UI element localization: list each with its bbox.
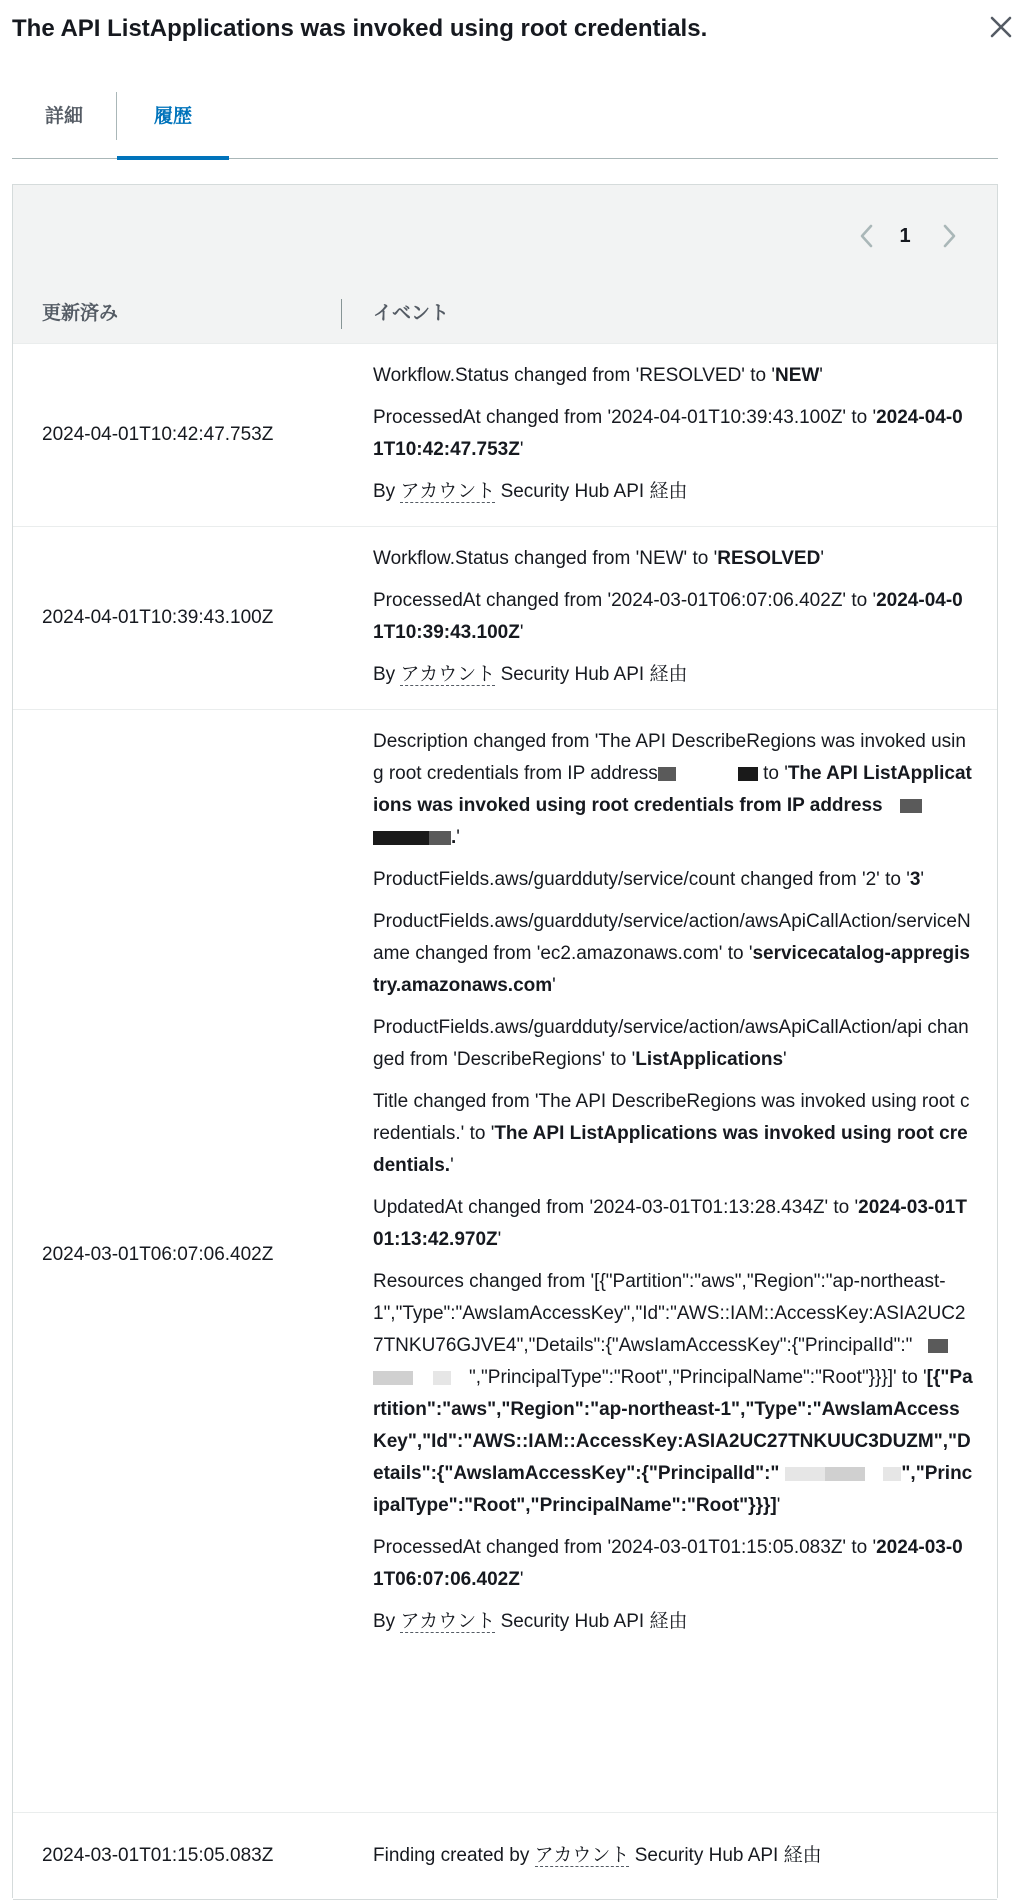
event-item: ProcessedAt changed from '2024-03-01T01:15:05.083Z' to '2024-03-01T06:07:06.402Z' xyxy=(373,1537,963,1590)
row-events xyxy=(373,726,973,1638)
table-row xyxy=(13,527,997,710)
table-row xyxy=(13,710,997,1813)
event-item: ProductFields.aws/guardduty/service/count changed from '2' to '3' xyxy=(373,869,925,890)
table-header xyxy=(13,285,997,344)
event-item: ProcessedAt changed from '2024-04-01T10:39:43.100Z' to '2024-04-01T10:42:47.753Z' xyxy=(373,407,963,460)
account-link[interactable]: アカウント xyxy=(534,1845,630,1866)
account-link[interactable]: アカウント xyxy=(400,1611,496,1632)
event-item: ProductFields.aws/guardduty/service/action/awsApiCallAction/serviceName changed from 'ec2.amazonaws.com' to 'servicecatalog-appregistry.amazonaws.com' xyxy=(373,911,971,996)
event-item: Description changed from 'The API DescribeRegions was invoked using root credentials from IP address to 'The API ListApplications was invoked using root credentials from IP address .' xyxy=(373,731,972,848)
row-timestamp: 2024-04-01T10:42:47.753Z xyxy=(42,424,274,445)
event-author: By アカウント Security Hub API 経由 xyxy=(373,481,688,502)
table-row xyxy=(13,1813,997,1900)
tab-bar xyxy=(12,92,998,159)
row-timestamp: 2024-03-01T06:07:06.402Z xyxy=(42,1244,274,1265)
history-table-container xyxy=(12,184,998,1898)
event-item: Resources changed from '[{"Partition":"aws","Region":"ap-northeast-1","Type":"AwsIamAccessKey","Id":"AWS::IAM::AccessKey:ASIA2UC27TNKU76GJVE4","Details":{"AwsIamAccessKey":{"PrincipalId":"","PrincipalType":"Root","PrincipalName":"Root"}}}]' to '[{"Partition":"aws","Region":"ap-northeast-1","Type":"AwsIamAccessKey","Id":"AWS::IAM::AccessKey:ASIA2UC27TNKUUC3DUZM","Details":{"AwsIamAccessKey":{"PrincipalId":" ","PrincipalType":"Root","PrincipalName":"Root"}}}]' xyxy=(373,1271,973,1516)
row-timestamp: 2024-03-01T01:15:05.083Z xyxy=(42,1845,274,1866)
event-item: ProcessedAt changed from '2024-03-01T06:07:06.402Z' to '2024-04-01T10:39:43.100Z' xyxy=(373,590,963,643)
redacted-principal-id xyxy=(785,1467,825,1481)
redacted-principal-id xyxy=(928,1339,948,1353)
tab-details[interactable]: 詳細 xyxy=(44,106,83,127)
event-item: UpdatedAt changed from '2024-03-01T01:13:28.434Z' to '2024-03-01T01:13:42.970Z' xyxy=(373,1197,967,1250)
chevron-left-icon[interactable] xyxy=(855,221,879,251)
row-events xyxy=(373,360,973,508)
table-toolbar xyxy=(13,185,997,286)
table-row xyxy=(13,344,997,527)
panel-title: The API ListApplications was invoked using root credentials. xyxy=(12,15,708,42)
redacted-ip xyxy=(373,831,429,845)
row-events xyxy=(373,1840,973,1872)
event-author: By アカウント Security Hub API 経由 xyxy=(373,1611,688,1632)
column-resizer[interactable] xyxy=(341,299,342,329)
redacted-ip xyxy=(900,799,922,813)
column-header-updated[interactable]: 更新済み xyxy=(42,303,119,324)
event-item: Title changed from 'The API DescribeRegions was invoked using root credentials.' to 'The API ListApplications was invoked using root credentials.' xyxy=(373,1091,970,1176)
event-item: Workflow.Status changed from 'RESOLVED' to 'NEW' xyxy=(373,365,823,386)
redacted-ip xyxy=(429,831,451,845)
event-author: By アカウント Security Hub API 経由 xyxy=(373,664,688,685)
event-author: Finding created by アカウント Security Hub API 経由 xyxy=(373,1845,822,1866)
account-link[interactable]: アカウント xyxy=(400,664,496,685)
column-header-event[interactable]: イベント xyxy=(373,303,450,324)
row-timestamp: 2024-04-01T10:39:43.100Z xyxy=(42,607,274,628)
account-link[interactable]: アカウント xyxy=(400,481,496,502)
event-item: ProductFields.aws/guardduty/service/action/awsApiCallAction/api changed from 'DescribeRegions' to 'ListApplications' xyxy=(373,1017,969,1070)
chevron-right-icon[interactable] xyxy=(937,221,961,251)
row-events xyxy=(373,543,973,691)
tab-history[interactable]: 履歴 xyxy=(117,92,229,158)
redacted-principal-id xyxy=(825,1467,865,1481)
event-item: Workflow.Status changed from 'NEW' to 'RESOLVED' xyxy=(373,548,824,569)
redacted-principal-id xyxy=(433,1371,451,1385)
close-icon[interactable] xyxy=(986,12,1016,42)
redacted-ip xyxy=(658,767,676,781)
redacted-ip xyxy=(738,767,758,781)
page-number[interactable]: 1 xyxy=(899,225,911,247)
redacted-principal-id xyxy=(373,1371,413,1385)
redacted-principal-id xyxy=(883,1467,901,1481)
